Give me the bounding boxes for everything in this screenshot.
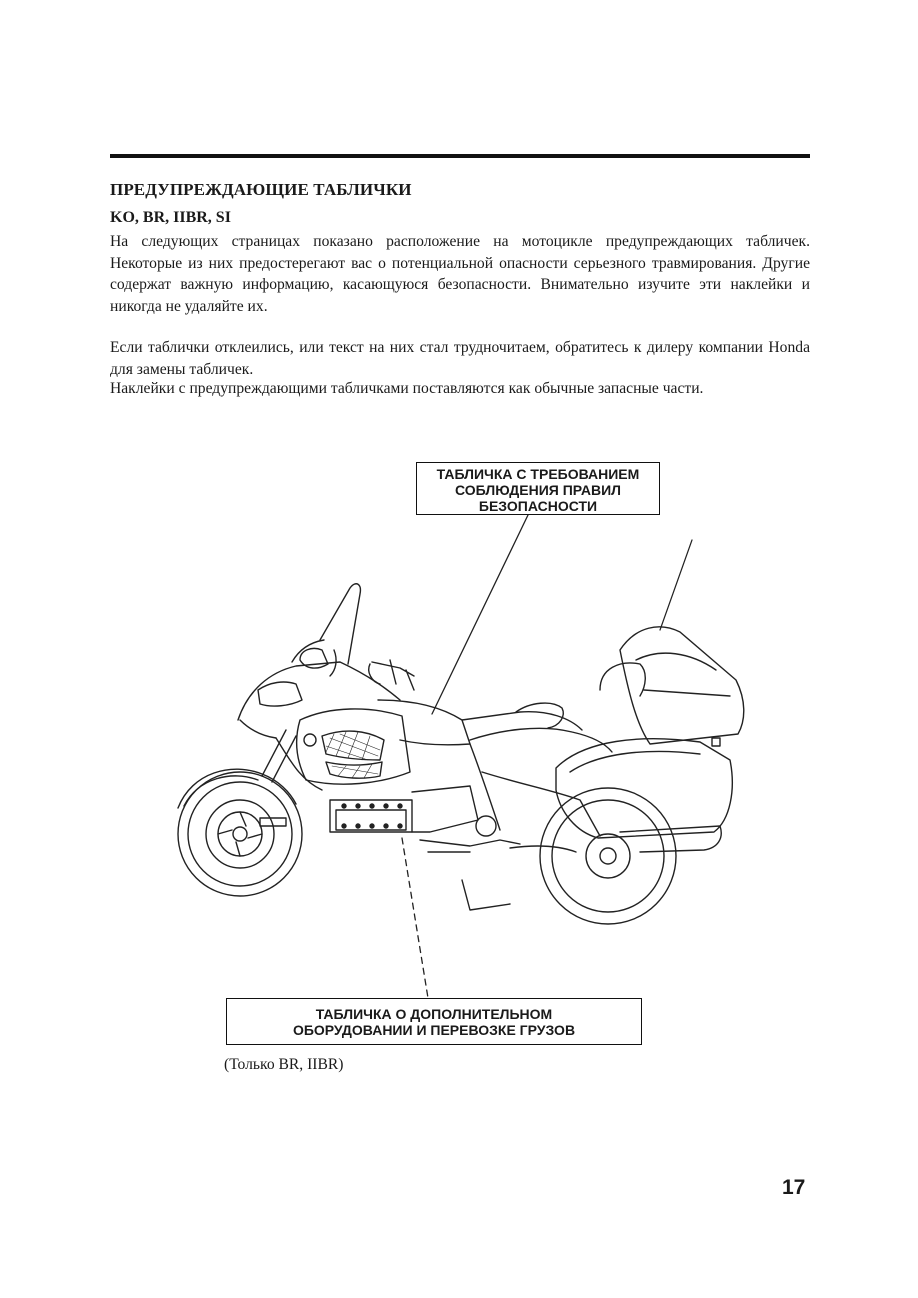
accessories-label-callout	[226, 998, 642, 1045]
figure-note: (Только BR, IIBR)	[224, 1056, 344, 1073]
replacement-paragraph: Если таблички отклеились, или текст на них стал трудночитаем, обратитесь к дилеру компании Honda для замены табличек.	[110, 339, 810, 378]
intro-paragraph: На следующих страницах показано расположение на мотоцикле предупреждающих табличек. Некоторые из них предостерегают вас о потенциальной опасности серьезного травмирования. Другие содержат важную информацию, касающуюся безопасности. Внимательно изучите эти наклейки и никогда не удаляйте их.	[110, 233, 810, 315]
leader-line-safety	[432, 515, 528, 714]
section-heading: ПРЕДУПРЕЖДАЮЩИЕ ТАБЛИЧКИ	[110, 180, 412, 199]
accessories-label-line-1: ТАБЛИЧКА О ДОПОЛНИТЕЛЬНОМ	[315, 1006, 553, 1022]
spare-parts-paragraph: Наклейки с предупреждающими табличками поставляются как обычные запасные части.	[110, 380, 704, 397]
page-number: 17	[782, 1176, 806, 1199]
leader-line-accessories	[402, 838, 428, 998]
safety-label-callout	[416, 462, 660, 515]
section-subheading: KO, BR, IIBR, SI	[110, 209, 231, 226]
safety-label-line-1: ТАБЛИЧКА С ТРЕБОВАНИЕМ	[436, 466, 640, 482]
safety-label-line-3: БЕЗОПАСНОСТИ	[478, 498, 598, 514]
accessories-label-line-2: ОБОРУДОВАНИИ И ПЕРЕВОЗКЕ ГРУЗОВ	[292, 1022, 576, 1038]
safety-label-line-2: СОБЛЮДЕНИЯ ПРАВИЛ	[455, 482, 621, 498]
